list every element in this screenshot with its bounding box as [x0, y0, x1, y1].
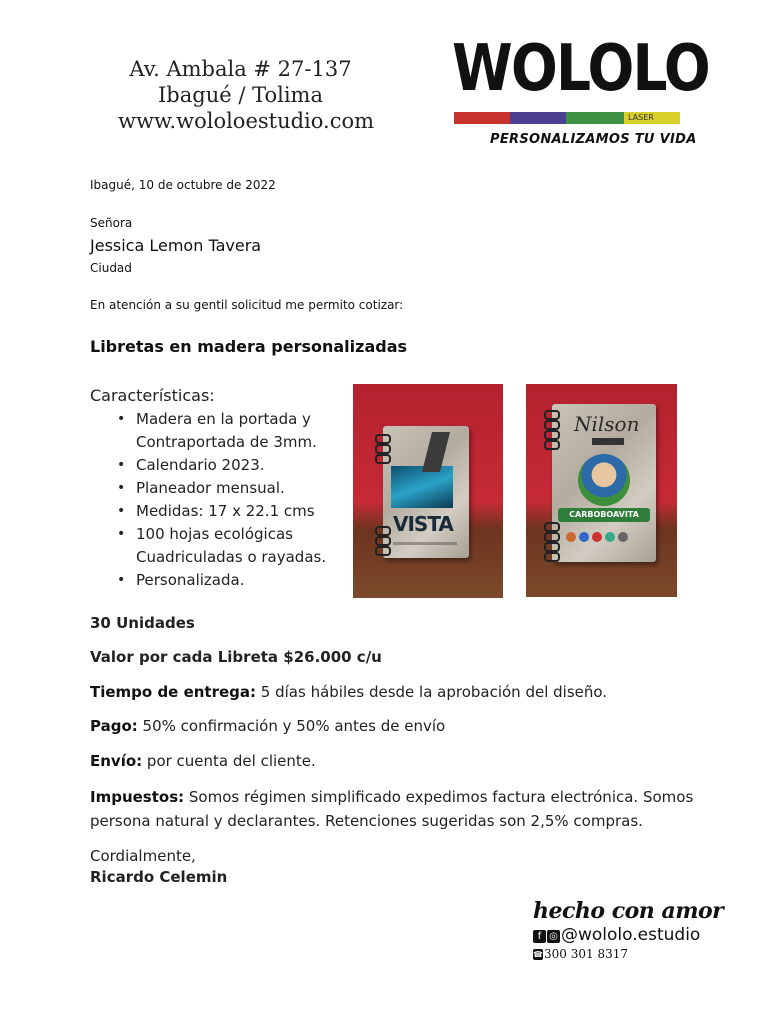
feature-item: • Madera en la portada y	[136, 408, 350, 431]
cover-brand: VISTA	[393, 512, 453, 536]
address-street: Av. Ambala # 27-137	[129, 57, 352, 81]
cover-icons	[566, 532, 628, 542]
taxes-line	[90, 786, 693, 809]
cover-brand: CARBOBOAVITA	[558, 508, 650, 522]
payment-label: Pago:	[90, 717, 138, 735]
closing: Cordialmente,	[90, 847, 196, 865]
notebook-cover	[552, 404, 656, 562]
logo-badge: LASER	[628, 113, 654, 122]
cover-dot-icon	[592, 532, 602, 542]
notebook-cover	[383, 426, 469, 558]
feature-item: • Calendario 2023.	[136, 454, 350, 477]
product-title: Libretas en madera personalizadas	[90, 337, 408, 356]
letter-date: Ibagué, 10 de octubre de 2022	[90, 178, 276, 192]
address-block	[118, 56, 375, 134]
letter-recipient: Jessica Lemon Tavera	[90, 236, 262, 255]
feature-item: • Planeador mensual.	[136, 477, 350, 500]
quantity: 30 Unidades	[90, 614, 195, 632]
taxes-line-2: persona natural y declarantes. Retenciones sugeridas son 2,5% compras.	[90, 812, 643, 830]
phone-row	[533, 946, 691, 962]
social-handle-row	[533, 924, 701, 946]
delivery-value: 5 días hábiles desde la aprobación del diseño.	[256, 683, 608, 701]
feature-item: • 100 hojas ecológicas	[136, 523, 350, 546]
cover-name: Nilson	[574, 412, 640, 436]
features-list-wrap	[90, 408, 350, 592]
notebook-photo-vista	[353, 384, 503, 598]
letter-salutation: Señora	[90, 216, 133, 230]
payment-line	[90, 715, 445, 738]
logo-wordmark: WOLOLO	[452, 32, 709, 106]
features-heading: Características:	[90, 386, 215, 405]
signer-name: Ricardo Celemin	[90, 868, 228, 886]
feature-item: • Personalizada.	[136, 569, 350, 592]
cover-image	[391, 466, 453, 508]
instagram-icon: ◎	[547, 930, 560, 943]
taxes-label: Impuestos:	[90, 788, 185, 806]
stripe-green	[566, 112, 624, 124]
cover-dot-icon	[566, 532, 576, 542]
tagline: hecho con amor	[533, 898, 724, 924]
social-handle: @wololo.estudio	[561, 925, 701, 945]
cover-footer-line	[393, 542, 457, 545]
letter-city: Ciudad	[90, 261, 132, 275]
cover-miner-illustration	[578, 454, 630, 506]
shipping-label: Envío:	[90, 752, 143, 770]
taxes-value: Somos régimen simplificado expedimos factura electrónica. Somos	[184, 788, 694, 806]
facebook-icon: f	[533, 930, 546, 943]
feature-item: • Medidas: 17 x 22.1 cms	[136, 500, 350, 523]
feature-item-continuation: Contraportada de 3mm.	[136, 433, 317, 451]
payment-value: 50% confirmación y 50% antes de envío	[137, 717, 446, 735]
stripe-blue	[510, 112, 566, 124]
social-signature-block	[533, 898, 724, 964]
phone-number: 300 301 8317	[544, 947, 628, 961]
cover-dot-icon	[618, 532, 628, 542]
cover-dot-icon	[579, 532, 589, 542]
logo-slogan: PERSONALIZAMOS TU VIDA	[490, 132, 697, 147]
feature-item-continuation: Cuadriculadas o rayadas.	[136, 548, 327, 566]
phone-icon: ☎	[533, 950, 543, 959]
letter-intro: En atención a su gentil solicitud me permito cotizar:	[90, 298, 404, 312]
wololo-logo	[452, 32, 709, 147]
address-city: Ibagué / Tolima	[158, 83, 323, 107]
address-website: www.wololoestudio.com	[118, 109, 375, 133]
stripe-red	[454, 112, 510, 124]
notebook-photo-carboboavita	[526, 384, 677, 597]
delivery-line	[90, 681, 607, 704]
features-list	[90, 408, 350, 592]
delivery-label: Tiempo de entrega:	[90, 683, 257, 701]
cover-name-tag	[592, 438, 624, 445]
shipping-value: por cuenta del cliente.	[142, 752, 316, 770]
cover-dot-icon	[605, 532, 615, 542]
shipping-line	[90, 750, 316, 773]
unit-price: Valor por cada Libreta $26.000 c/u	[90, 648, 382, 666]
